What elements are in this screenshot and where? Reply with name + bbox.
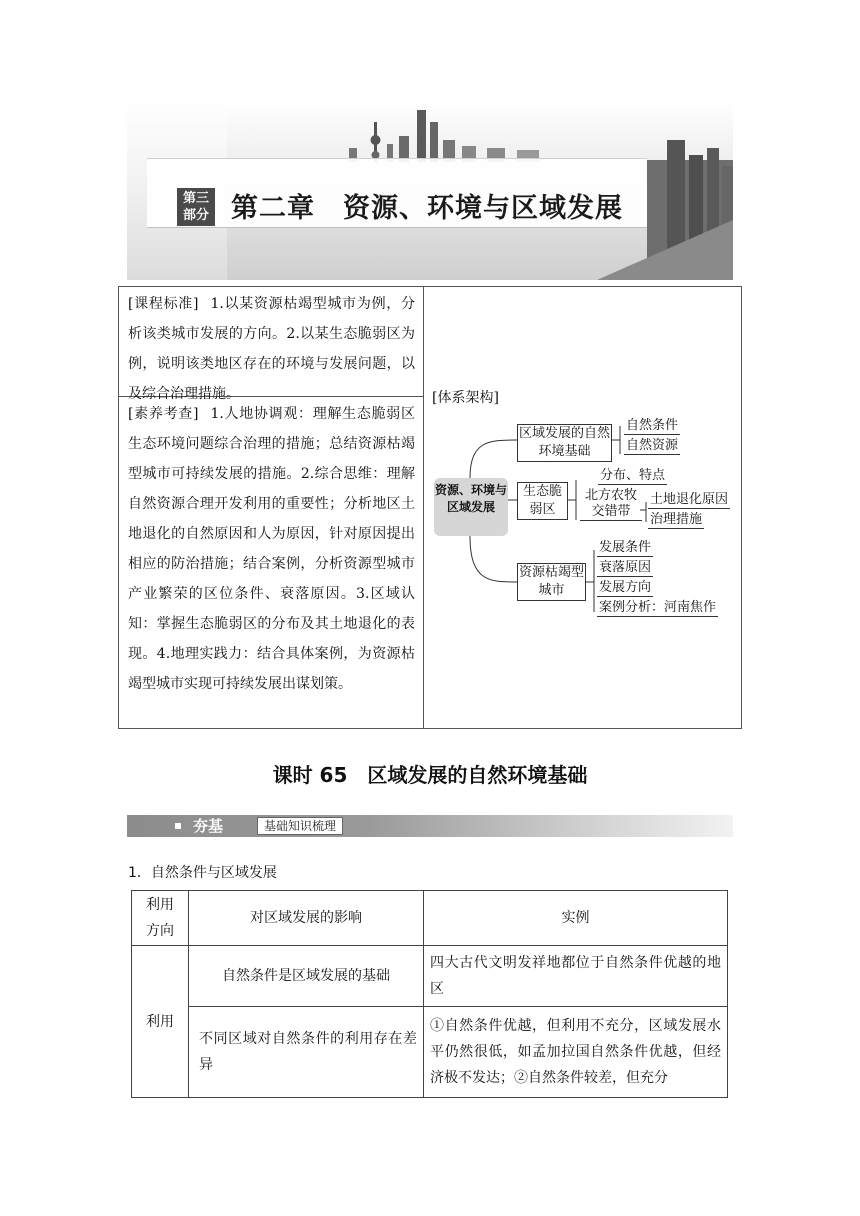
chapter-title: 第二章 资源、环境与区域发展 (231, 193, 623, 224)
mindmap-leaf-dev-direction: 发展方向 (599, 580, 652, 595)
header-cell-use-direction: 利用方向 (132, 891, 189, 946)
mindmap-leaf-case-study: 案例分析：河南焦作 (599, 600, 717, 615)
mindmap-leaf-dev-conditions: 发展条件 (599, 540, 652, 555)
mindmap-branch-fragile-zone: 生态脆弱区 (517, 482, 568, 520)
cell-example: ①自然条件优越，但利用不充分，区域发展水平仍然很低，如孟加拉国自然条件优越，但经济极不发达；②自然条件较差，但充分 (424, 1007, 728, 1098)
mindmap-branch-natural-basis: 区域发展的自然环境基础 (517, 424, 612, 462)
mindmap-root: 资源、环境与区域发展 (434, 478, 508, 536)
table-header-row (132, 891, 728, 946)
mindmap-leaf-natural-resources: 自然资源 (626, 438, 679, 453)
table-row (132, 1007, 728, 1098)
cell-impact: 自然条件是区域发展的基础 (189, 946, 424, 1007)
mindmap-leaf-decline-reasons: 衰落原因 (599, 560, 652, 575)
mindmap-branch-resource-city: 资源枯竭型城市 (517, 563, 586, 601)
section-bar (127, 815, 733, 837)
chapter-banner (127, 100, 733, 280)
header-cell-example: 实例 (424, 891, 728, 946)
architecture-label: [体系架构] (432, 390, 499, 406)
cell-example: 四大古代文明发祥地都位于自然条件优越的地区 (424, 946, 728, 1007)
mindmap-leaf-ecotone: 北方农牧交错带 (580, 488, 642, 521)
header-cell-impact: 对区域发展的影响 (189, 891, 424, 946)
course-standard-text: 1.以某资源枯竭型城市为例，分析该类城市发展的方向。2.以某生态脆弱区为例，说明该类地区存在的环境与发展问题，以及综合治理措施。 (128, 296, 415, 402)
mindmap-leaf-natural-conditions: 自然条件 (626, 418, 679, 433)
part-badge-line1: 第三 (182, 191, 209, 206)
mindmap-leaf-distribution: 分布、特点 (600, 468, 666, 483)
mindmap-leaf-governance: 治理措施 (650, 512, 703, 527)
lesson-title: 课时 65 区域发展的自然环境基础 (272, 763, 588, 787)
part-badge-line2: 部分 (182, 208, 209, 223)
part-badge (177, 188, 215, 226)
table-row (132, 946, 728, 1007)
literacy-label: [素养考查] (128, 406, 199, 422)
course-standard-cell (119, 287, 423, 402)
section-bullet-icon (175, 823, 181, 829)
item-heading: 1．自然条件与区域发展 (128, 865, 277, 881)
course-standard-label: [课程标准] (128, 296, 199, 312)
cell-use-label: 利用 (132, 946, 189, 1098)
literacy-cell (119, 397, 423, 730)
mindmap-leaf-land-degradation: 土地退化原因 (650, 492, 729, 507)
section-name: 夯基 (193, 817, 224, 835)
section-subtitle: 基础知识梳理 (257, 817, 343, 835)
standards-left-column (119, 287, 424, 728)
literacy-text: 1.人地协调观：理解生态脆弱区生态环境问题综合治理的措施；总结资源枯竭型城市可持续发展的措施。2.综合思维：理解自然资源合理开发利用的重要性；分析地区土地退化的自然原因和人为原因，针对原因提出相应的防治措施；结合案例，分析资源型城市产业繁荣的区位条件、衰落原因。3.区域认知：掌握生态脆弱区的分布及其土地退化的表现。4.地理实践力：结合具体案例，为资源枯竭型城市实现可持续发展出谋划策。 (128, 406, 415, 692)
cell-impact: 不同区域对自然条件的利用存在差异 (189, 1007, 424, 1098)
natural-conditions-table (131, 890, 728, 1098)
